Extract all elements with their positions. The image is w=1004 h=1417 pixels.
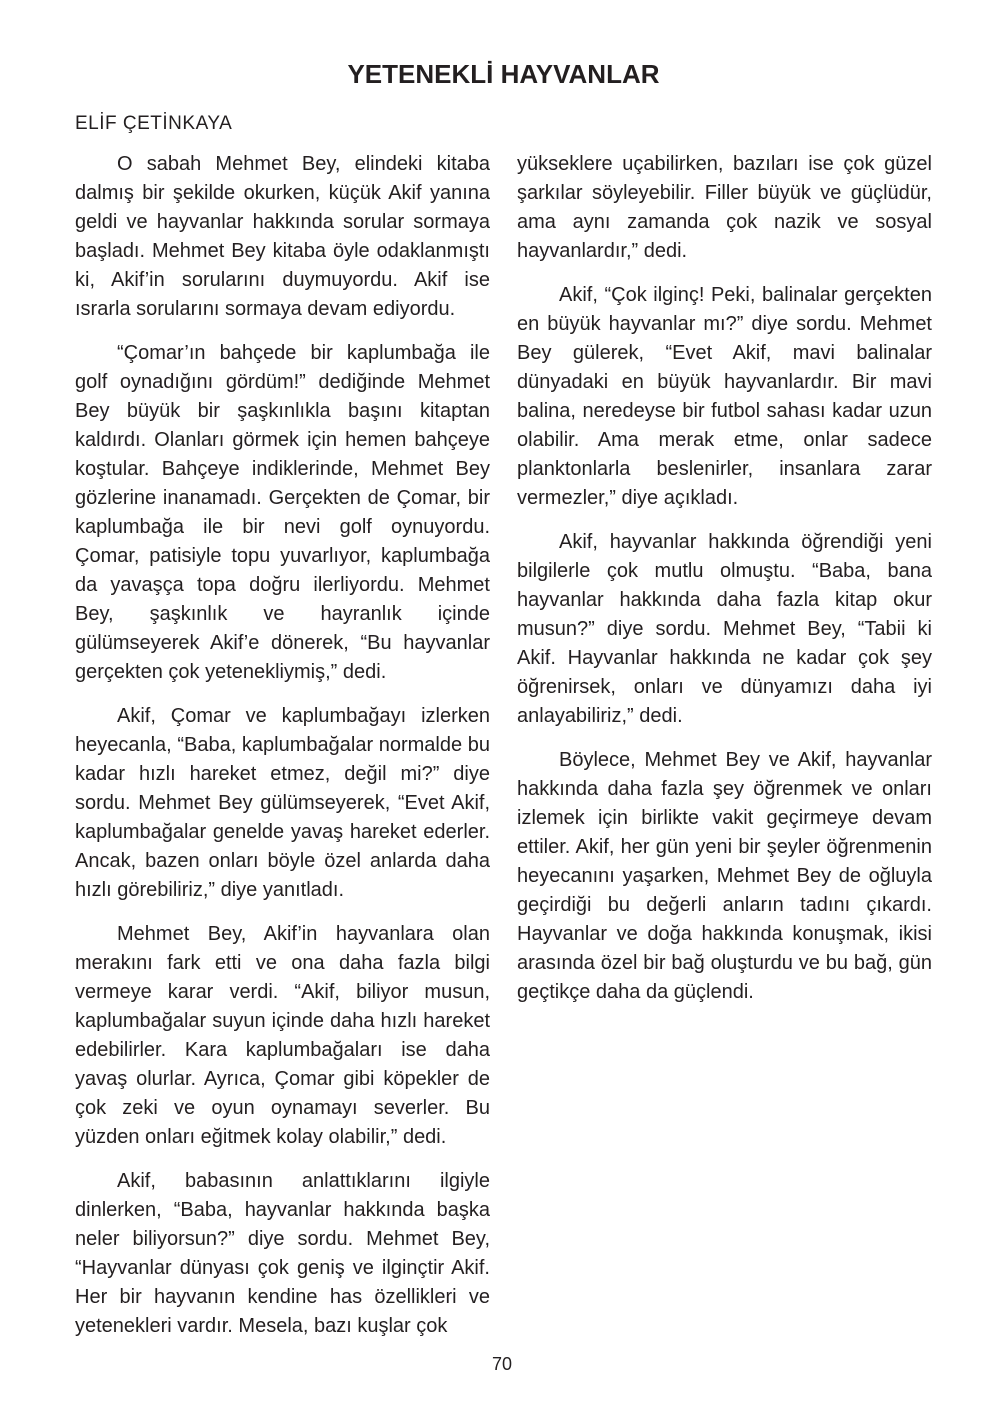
left-column: [75, 150, 490, 1356]
paragraph-continuation: yükseklere uçabilirken, bazıları ise çok güzel şarkılar söyleyebilir. Filler büyük ve güçlüdür, ama aynı zamanda çok nazik ve sosyal hayvanlardır,” dedi.: [517, 153, 932, 262]
paragraph: Böylece, Mehmet Bey ve Akif, hayvanlar hakkında daha fazla şey öğrenmek ve onları izlemek için birlikte vakit geçirmeye devam ettiler. Akif, her gün yeni bir şeyler öğrenmenin heyecanını yaşarken, Mehmet Bey de oğluyla geçirdiği bu değerli anların tadını çıkardı. Hayvanlar ve doğa hakkında konuşmak, ikisi arasında özel bir bağ oluşturdu ve bu bağ, gün geçtikçe daha da güçlendi.: [517, 749, 932, 1003]
right-column: [517, 150, 932, 1356]
paragraph: Akif, babasının anlattıklarını ilgiyle dinlerken, “Baba, hayvanlar hakkında başka neler biliyorsun?” diye sordu. Mehmet Bey, “Hayvanlar dünyası çok geniş ve ilginçtir Akif. Her bir hayvanın kendine has özellikleri ve yetenekleri vardır. Mesela, bazı kuşlar çok: [75, 1170, 490, 1337]
page-number: 70: [491, 1354, 513, 1374]
page-title: YETENEKLİ HAYVANLAR: [347, 59, 660, 89]
paragraph: “Çomar’ın bahçede bir kaplumbağa ile golf oynadığını gördüm!” dediğinde Mehmet Bey büyük bir şaşkınlıkla başını kitaptan kaldırdı. Olanları görmek için hemen bahçeye koştular. Bahçeye indiklerinde, Mehmet Bey gözlerine inanamadı. Gerçekten de Çomar, bir kaplumbağa ile bir nevi golf oynuyordu. Çomar, patisiyle topu yuvarlıyor, kaplumbağa da yavaşça topa doğru ilerliyordu. Mehmet Bey, şaşkınlık ve hayranlık içinde gülümseyerek Akif’e dönerek, “Bu hayvanlar gerçekten çok yetenekliymiş,” dedi.: [75, 342, 490, 683]
paragraph: Akif, Çomar ve kaplumbağayı izlerken heyecanla, “Baba, kaplumbağalar normalde bu kadar hızlı hareket etmez, değil mi?” diye sordu. Mehmet Bey gülümseyerek, “Evet Akif, kaplumbağalar genelde yavaş hareket ederler. Ancak, bazen onları böyle özel anlarda daha hızlı görebiliriz,” diye yanıtladı.: [75, 705, 490, 901]
paragraph: Akif, “Çok ilginç! Peki, balinalar gerçekten en büyük hayvanlar mı?” diye sordu. Mehmet Bey gülerek, “Evet Akif, mavi balinalar dünyadaki en büyük hayvanlardır. Bir mavi balina, neredeyse bir futbol sahası kadar uzun olabilir. Ama merak etme, onlar sadece planktonlarla beslenirler, insanlara zarar vermezler,” diye açıkladı.: [517, 284, 932, 509]
paragraph: O sabah Mehmet Bey, elindeki kitaba dalmış bir şekilde okurken, küçük Akif yanına geldi ve hayvanlar hakkında sorular sormaya başladı. Mehmet Bey kitaba öyle odaklanmıştı ki, Akif’in sorularını duymuyordu. Akif ise ısrarla sorularını sormaya devam ediyordu.: [75, 153, 490, 320]
paragraph: Akif, hayvanlar hakkında öğrendiği yeni bilgilerle çok mutlu olmuştu. “Baba, bana hayvanlar hakkında daha fazla kitap okur musun?” diye sordu. Mehmet Bey, “Tabii ki Akif. Hayvanlar hakkında ne kadar çok şey öğrenirsek, onları ve dünyamızı daha iyi anlayabiliriz,” dedi.: [517, 531, 932, 727]
text-columns: [75, 150, 932, 1356]
paragraph: Mehmet Bey, Akif’in hayvanlara olan merakını fark etti ve ona daha fazla bilgi vermeye karar verdi. “Akif, biliyor musun, kaplumbağalar suyun içinde daha hızlı hareket edebilirler. Kara kaplumbağaları ise daha yavaş olurlar. Ayrıca, Çomar gibi köpekler de çok zeki ve oyun oynamayı severler. Bu yüzden onları eğitmek kolay olabilir,” dedi.: [75, 923, 490, 1148]
author-name: ELİF ÇETİNKAYA: [75, 113, 233, 134]
